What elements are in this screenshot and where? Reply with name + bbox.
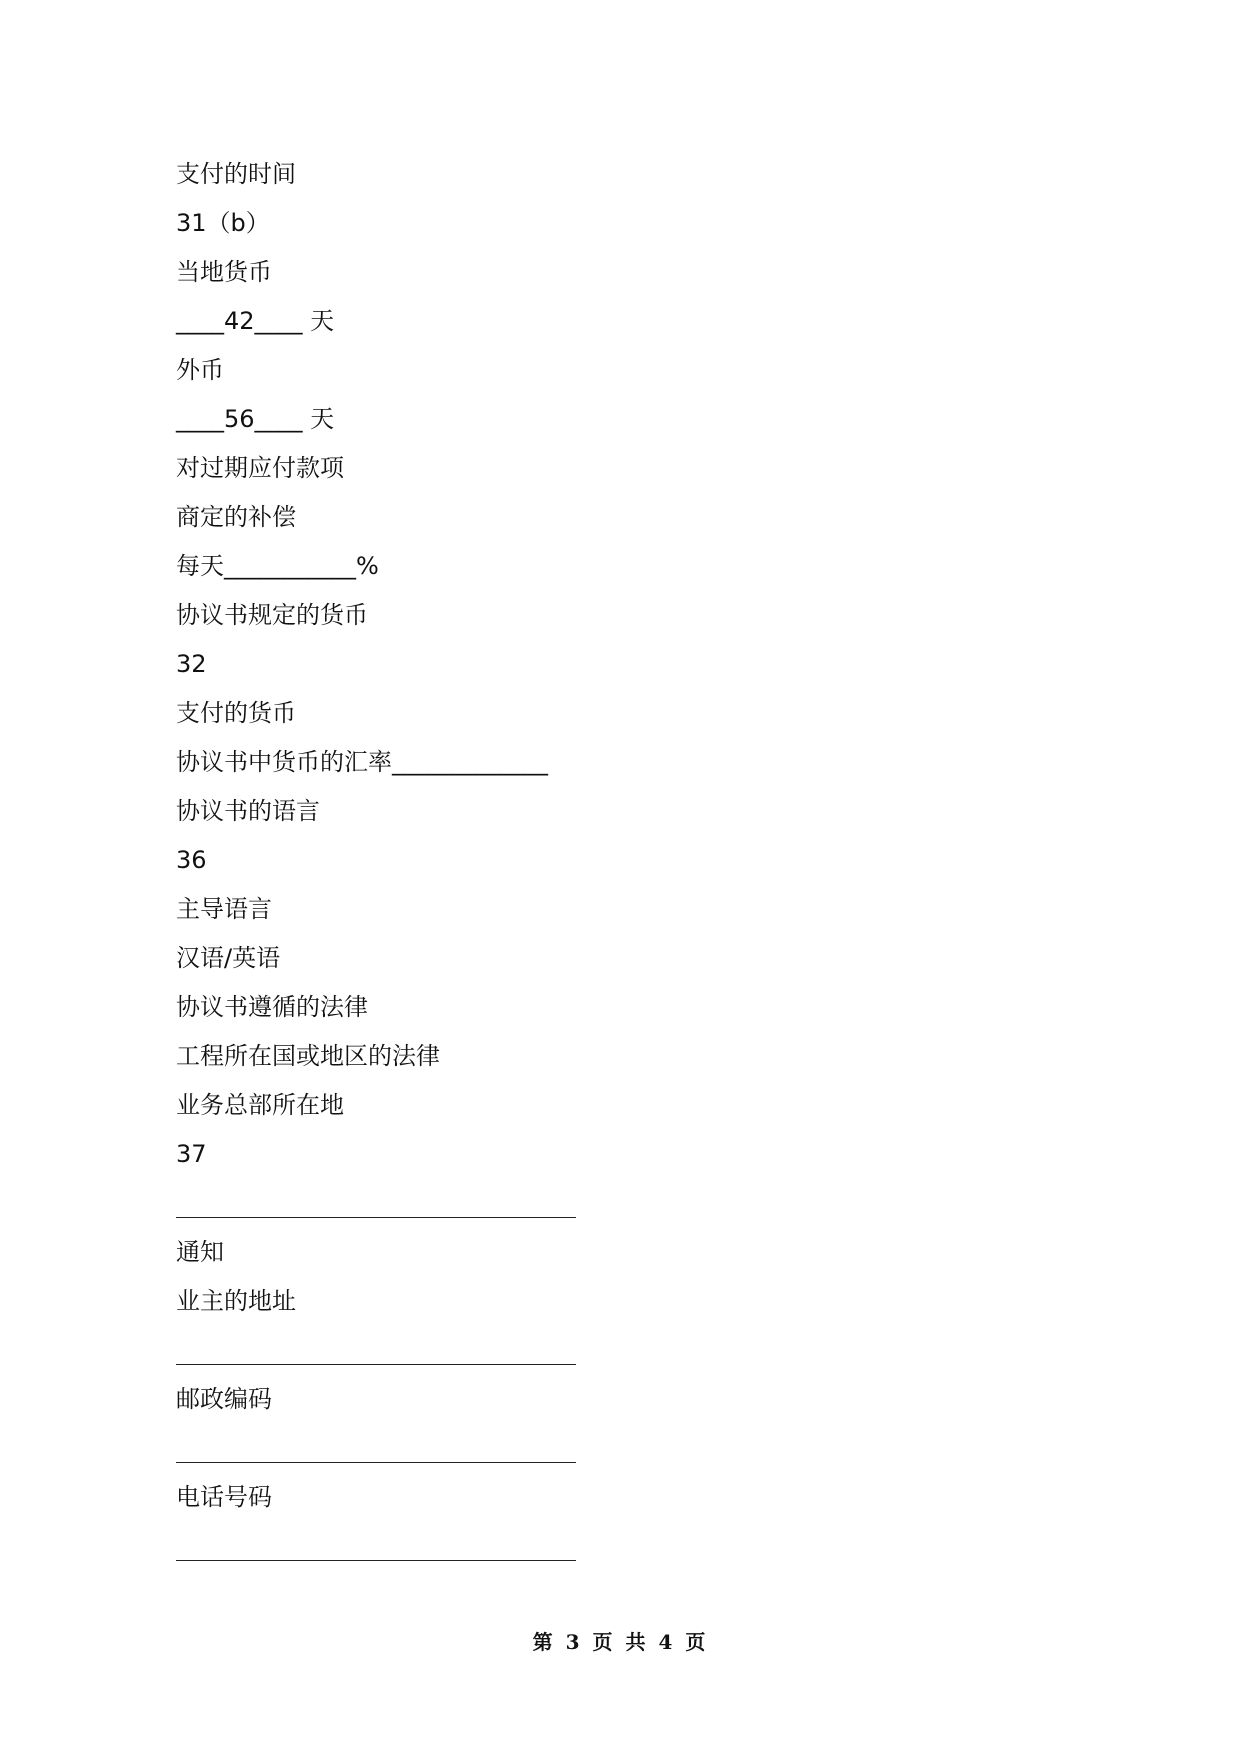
underline-rule bbox=[176, 1364, 576, 1365]
text-line: 业务总部所在地 bbox=[176, 1091, 344, 1119]
underline-rule bbox=[176, 1462, 576, 1463]
text-line: 汉语/英语 bbox=[176, 944, 281, 972]
text-line: 外币 bbox=[176, 356, 224, 384]
text-line: 业主的地址 bbox=[176, 1287, 296, 1315]
blank-rule bbox=[176, 1179, 936, 1228]
text-line: 邮政编码 bbox=[176, 1385, 272, 1413]
document-body bbox=[176, 150, 936, 1571]
text-line: 主导语言 bbox=[176, 895, 272, 923]
text-line: 协议书的语言 bbox=[176, 797, 320, 825]
text-line: 通知 bbox=[176, 1238, 224, 1266]
text-line: 31（b） bbox=[176, 209, 270, 237]
blank-rule bbox=[176, 1326, 936, 1375]
text-line: 支付的时间 bbox=[176, 160, 296, 188]
text-line: 协议书遵循的法律 bbox=[176, 993, 368, 1021]
blank-rule bbox=[176, 1522, 936, 1571]
text-line: 工程所在国或地区的法律 bbox=[176, 1042, 440, 1070]
text-line: 32 bbox=[176, 650, 207, 678]
text-line: 37 bbox=[176, 1140, 207, 1168]
blank-rule bbox=[176, 1424, 936, 1473]
text-line: ____56____ 天 bbox=[176, 405, 335, 433]
text-line: 当地货币 bbox=[176, 258, 272, 286]
text-line: ____42____ 天 bbox=[176, 307, 335, 335]
text-line: 每天___________% bbox=[176, 552, 379, 580]
text-line: 支付的货币 bbox=[176, 699, 296, 727]
text-line: 协议书规定的货币 bbox=[176, 601, 368, 629]
underline-rule bbox=[176, 1217, 576, 1218]
text-line: 对过期应付款项 bbox=[176, 454, 344, 482]
text-line: 商定的补偿 bbox=[176, 503, 296, 531]
text-line: 协议书中货币的汇率_____________ bbox=[176, 748, 548, 776]
underline-rule bbox=[176, 1560, 576, 1561]
page-footer: 第 3 页 共 4 页 bbox=[532, 1630, 709, 1654]
text-line: 电话号码 bbox=[176, 1483, 272, 1511]
text-line: 36 bbox=[176, 846, 207, 874]
